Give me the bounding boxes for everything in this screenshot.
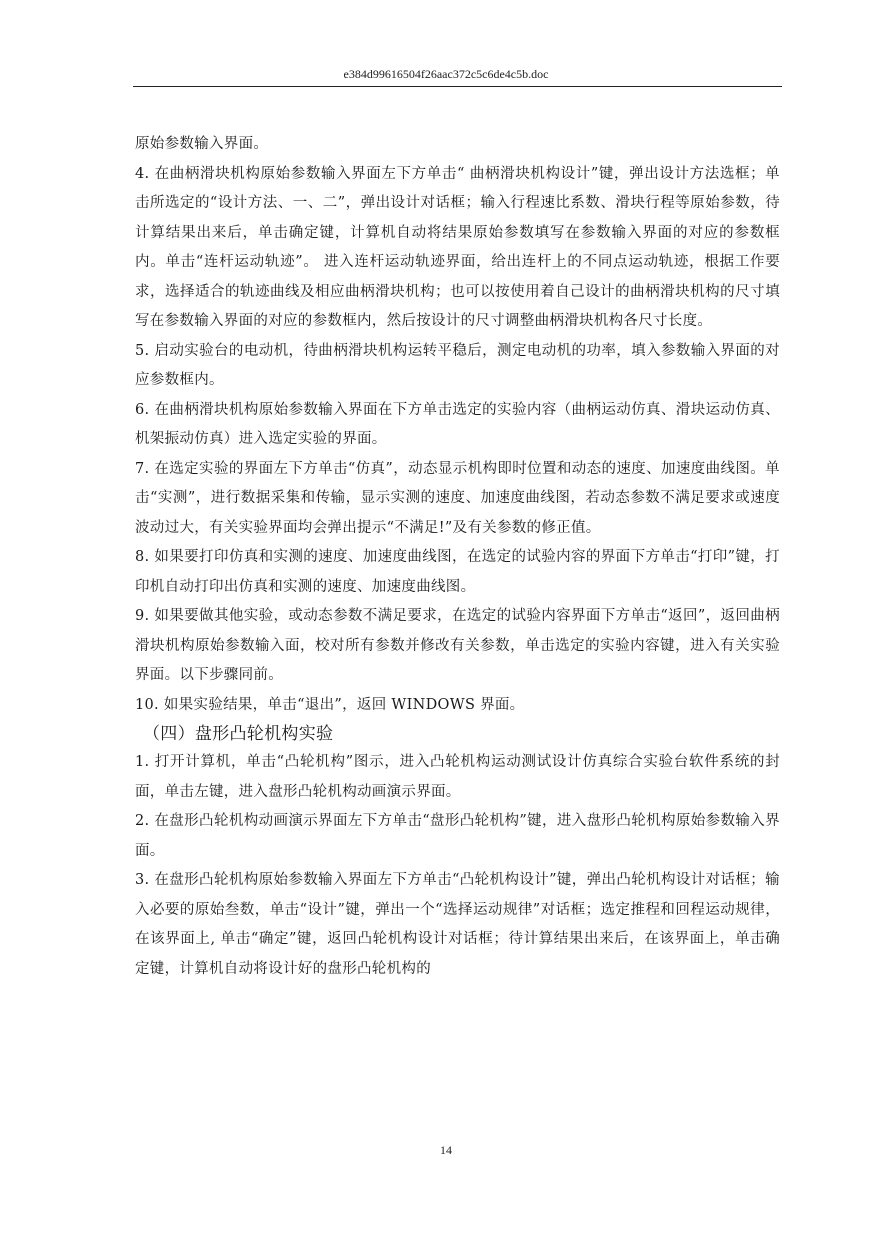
- paragraph-intro: 原始参数输入界面。: [135, 136, 269, 152]
- paragraph-cam-step-2: 2. 在盘形凸轮机构动画演示界面左下方单击“盘形凸轮机构”键，进入盘形凸轮机构原始参数输入界面。: [135, 813, 780, 859]
- section-heading: （四）盘形凸轮机构实验: [143, 724, 334, 744]
- paragraph-step-10: 10. 如果实验结果，单击“退出”，返回 WINDOWS 界面。: [135, 696, 525, 713]
- paragraph-step-9: 9. 如果要做其他实验，或动态参数不满足要求，在选定的试验内容界面下方单击“返回”，返回曲柄滑块机构原始参数输入面，校对所有参数并修改有关参数，单击选定的实验内容键，进入有关实验界面。以下步骤同前。: [135, 608, 780, 683]
- page-number: 14: [440, 1143, 452, 1157]
- paragraph-step-8: 8. 如果要打印仿真和实测的速度、加速度曲线图，在选定的试验内容的界面下方单击“打印”键，打印机自动打印出仿真和实测的速度、加速度曲线图。: [135, 549, 780, 595]
- paragraph-step-4: 4. 在曲柄滑块机构原始参数输入界面左下方单击“ 曲柄滑块机构设计”键，弹出设计方法选框；单击所选定的“设计方法、一、二”，弹出设计对话框；输入行程速比系数、滑块行程等原始参数，待计算结果出来后，单击确定键，计算机自动将结果原始参数填写在参数输入界面的对应的参数框内。单击“连杆运动轨迹”。 进入连杆运动轨迹界面，给出连杆上的不同点运动轨迹，根据工作要求，选择适合的轨迹曲线及相应曲柄滑块机构；也可以按使用着自己设计的曲柄滑块机构的尺寸填写在参数输入界面的对应的参数框内，然后按设计的尺寸调整曲柄滑块机构各尺寸长度。: [135, 165, 780, 329]
- paragraph-step-7: 7. 在选定实验的界面左下方单击“仿真”，动态显示机构即时位置和动态的速度、加速度曲线图。单击“实测”，进行数据采集和传输，显示实测的速度、加速度曲线图，若动态参数不满足要求或速度波动过大，有关实验界面均会弹出提示“不满足!”及有关参数的修正值。: [135, 460, 780, 536]
- paragraph-cam-step-1: 1. 打开计算机，单击“凸轮机构”图示，进入凸轮机构运动测试设计仿真综合实验台软件系统的封面，单击左键，进入盘形凸轮机构动画演示界面。: [135, 754, 780, 800]
- body-text: [135, 130, 780, 984]
- paragraph-step-6: 6. 在曲柄滑块机构原始参数输入界面在下方单击选定的实验内容（曲柄运动仿真、滑块运动仿真、机架振动仿真）进入选定实验的界面。: [135, 401, 780, 447]
- header-filename: e384d99616504f26aac372c5c6de4c5b.doc: [343, 67, 549, 81]
- paragraph-step-5: 5. 启动实验台的电动机，待曲柄滑块机构运转平稳后，测定电动机的功率，填入参数输入界面的对应参数框内。: [135, 342, 780, 388]
- header-rule: [133, 86, 782, 87]
- paragraph-cam-step-3: 3. 在盘形凸轮机构原始参数输入界面左下方单击“凸轮机构设计”键，弹出凸轮机构设计对话框；输入必要的原始叁数，单击“设计”键，弹出一个“选择运动规律”对话框；选定推程和回程运动规律，在该界面上, 单击“确定”键，返回凸轮机构设计对话框；待计算结果出来后，在该界面上，单击确定键，计算机自动将设计好的盘形凸轮机构的: [135, 872, 780, 977]
